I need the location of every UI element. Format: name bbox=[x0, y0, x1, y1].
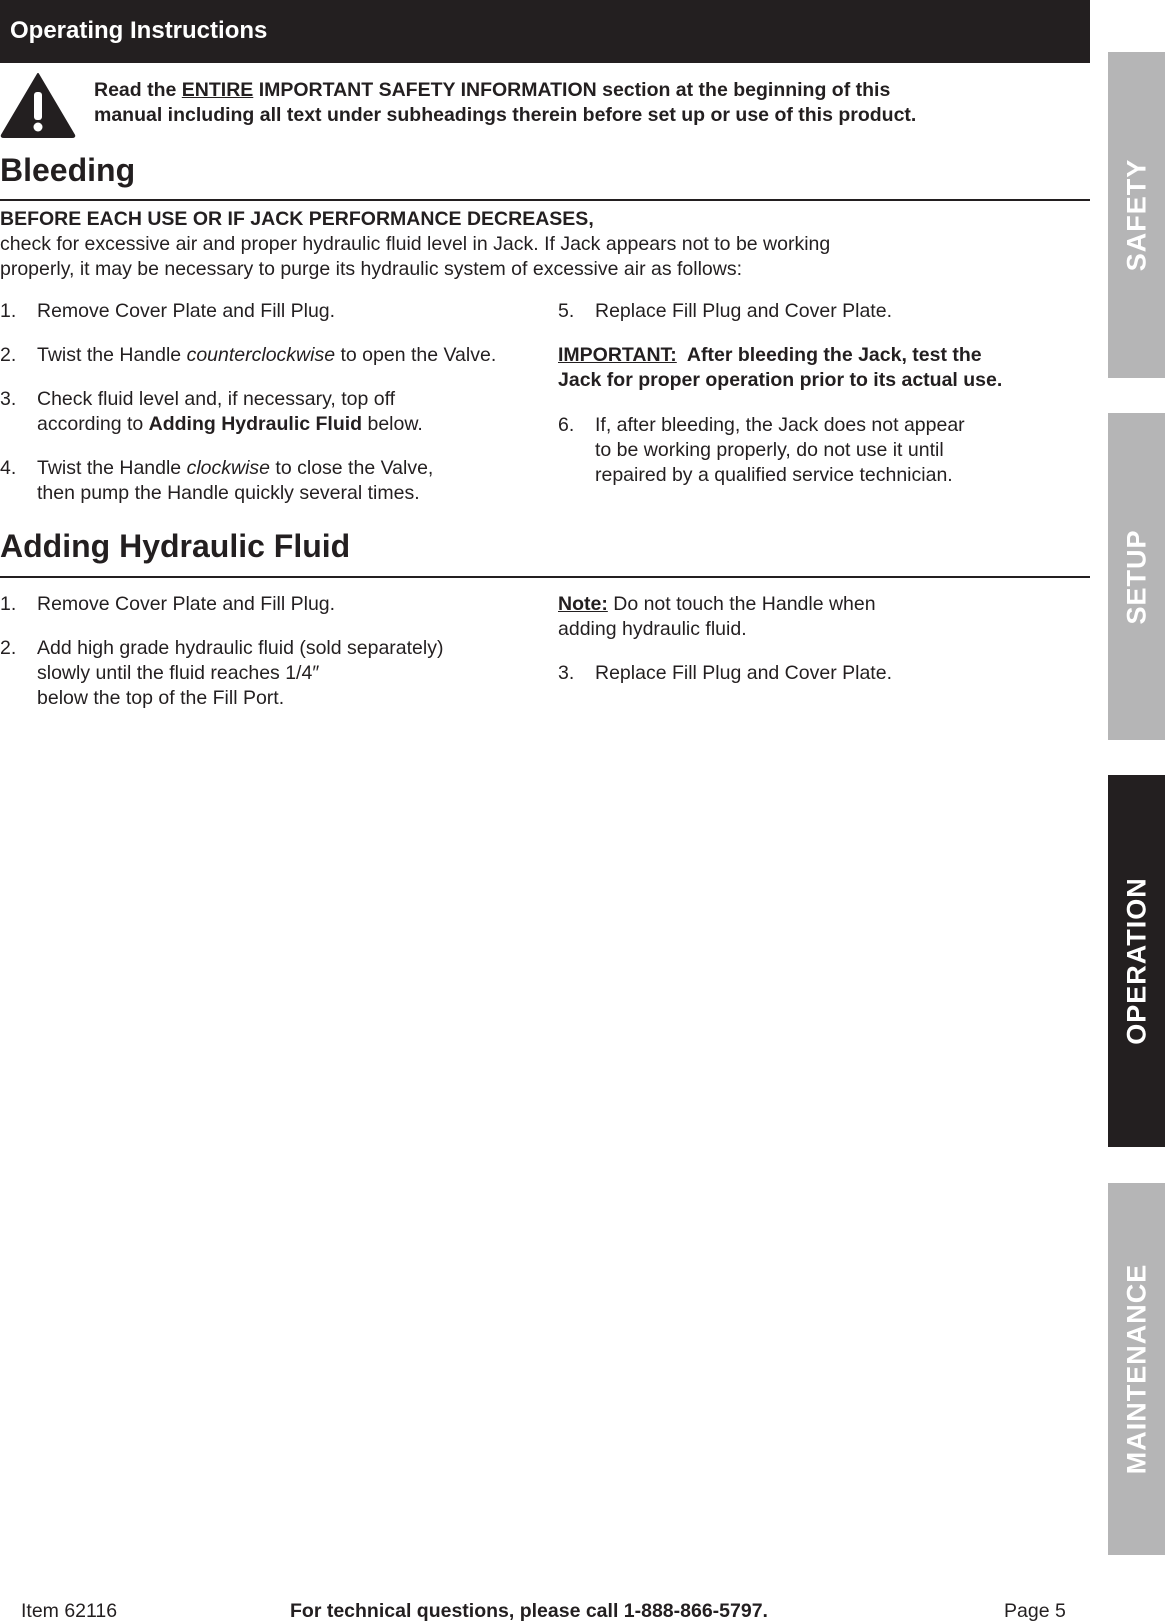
important-line1: After bleeding the Jack, test the bbox=[676, 344, 982, 366]
step-text-line2: to be working properly, do not use it until bbox=[595, 439, 944, 461]
step-text bbox=[37, 343, 496, 368]
step-text-post: to close the Valve, bbox=[270, 457, 434, 479]
warning-line2: manual including all text under subheadings therein before set up or use of this product. bbox=[94, 104, 917, 126]
step-text-line1: Check fluid level and, if necessary, top off bbox=[37, 388, 396, 410]
step-number: 2. bbox=[0, 344, 17, 366]
tab-label: OPERATION bbox=[1121, 877, 1151, 1045]
step-number: 6. bbox=[558, 414, 575, 436]
step-text-line2: then pump the Handle quickly several times. bbox=[37, 482, 420, 504]
tab-maintenance[interactable] bbox=[1108, 1183, 1165, 1555]
step-number: 3. bbox=[558, 662, 575, 684]
header-bar bbox=[0, 0, 1090, 63]
step-text-line3: below the top of the Fill Port. bbox=[37, 687, 285, 709]
step-text bbox=[37, 456, 433, 506]
intro-line2: check for excessive air and proper hydraulic fluid level in Jack. If Jack appears not to be working bbox=[0, 233, 831, 255]
note-line1: Do not touch the Handle when bbox=[607, 593, 876, 615]
step-text-pre: according to bbox=[37, 413, 149, 435]
step-text-post: to open the Valve. bbox=[335, 344, 497, 366]
step-text-em: counterclockwise bbox=[186, 344, 336, 366]
footer-item-number: Item 62116 bbox=[21, 1600, 118, 1622]
step-text: Remove Cover Plate and Fill Plug. bbox=[37, 300, 336, 322]
step-text-pre: Twist the Handle bbox=[37, 457, 187, 479]
warning-line1: IMPORTANT SAFETY INFORMATION section at the beginning of this bbox=[253, 79, 891, 101]
step-text: Remove Cover Plate and Fill Plug. bbox=[37, 593, 336, 615]
step-text-pre: Twist the Handle bbox=[37, 344, 187, 366]
warning-emphasis: ENTIRE bbox=[181, 79, 254, 101]
step-text-line1: Add high grade hydraulic fluid (sold separately) bbox=[37, 637, 444, 659]
step-number: 5. bbox=[558, 300, 575, 322]
step-text: Replace Fill Plug and Cover Plate. bbox=[595, 662, 892, 684]
safety-warning bbox=[94, 78, 1054, 128]
step-number: 1. bbox=[0, 300, 17, 322]
bleeding-rule bbox=[0, 199, 1090, 201]
important-note bbox=[558, 343, 1002, 393]
step-text-bold: Adding Hydraulic Fluid bbox=[148, 413, 363, 435]
step-number: 1. bbox=[0, 593, 17, 615]
important-line2: Jack for proper operation prior to its actual use. bbox=[558, 369, 1003, 391]
intro-line3: properly, it may be necessary to purge its hydraulic system of excessive air as follows: bbox=[0, 258, 743, 280]
fluid-rule bbox=[0, 576, 1090, 578]
step-text-post: below. bbox=[362, 413, 423, 435]
note-label: Note: bbox=[558, 593, 608, 615]
step-text bbox=[37, 387, 423, 437]
step-number: 4. bbox=[0, 457, 17, 479]
step-text bbox=[37, 636, 443, 711]
fluid-heading: Adding Hydraulic Fluid bbox=[0, 528, 351, 564]
warning-triangle-icon bbox=[0, 72, 76, 138]
step-text-em: clockwise bbox=[186, 457, 271, 479]
step-text-line1: If, after bleeding, the Jack does not appear bbox=[595, 414, 965, 436]
tab-operation[interactable] bbox=[1108, 775, 1165, 1147]
step-number: 2. bbox=[0, 637, 17, 659]
tab-safety[interactable] bbox=[1108, 52, 1165, 378]
note-line2: adding hydraulic fluid. bbox=[558, 618, 747, 640]
tab-label: SETUP bbox=[1121, 528, 1151, 625]
step-text: Replace Fill Plug and Cover Plate. bbox=[595, 300, 892, 322]
intro-bold: BEFORE EACH USE OR IF JACK PERFORMANCE DECREASES, bbox=[0, 208, 594, 230]
footer-page-number: Page 5 bbox=[1004, 1600, 1066, 1622]
step-text bbox=[595, 413, 965, 488]
step-text-line3: repaired by a qualified service technician. bbox=[595, 464, 953, 486]
footer-phone: For technical questions, please call 1-888-866-5797. bbox=[290, 1600, 768, 1622]
fluid-note bbox=[558, 592, 876, 642]
important-label: IMPORTANT: bbox=[558, 344, 677, 366]
bleeding-heading: Bleeding bbox=[0, 152, 136, 188]
page-title: Operating Instructions bbox=[10, 17, 268, 44]
step-text-line2: slowly until the fluid reaches 1/4″ bbox=[37, 662, 320, 684]
warning-prefix: Read the bbox=[94, 79, 182, 101]
step-number: 3. bbox=[0, 388, 17, 410]
bleeding-intro bbox=[0, 207, 920, 282]
tab-label: SAFETY bbox=[1121, 158, 1151, 272]
tab-label: MAINTENANCE bbox=[1121, 1263, 1151, 1475]
tab-setup[interactable] bbox=[1108, 413, 1165, 740]
